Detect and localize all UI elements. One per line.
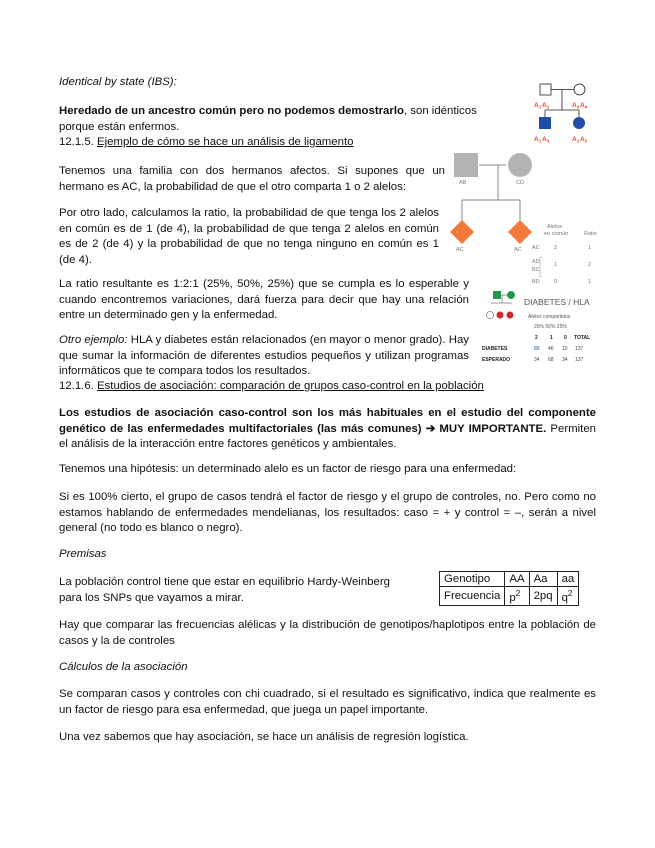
allele-subscript: 1	[538, 104, 542, 110]
section-12-1-5	[59, 135, 353, 151]
table-row	[440, 572, 579, 587]
hla-diabetes-figure	[478, 289, 610, 369]
svg-text:A1	[534, 136, 542, 144]
calculations-heading: Cálculos de la asociación	[59, 661, 188, 673]
paragraph-frequencies: Hay que comparar las frecuencias alélicas y la distribución de genotipos/haplotipos entre la población de casos y la de controles	[59, 619, 596, 647]
genotype-label: AC	[514, 247, 522, 253]
paragraph-logistic: Una vez sabemos que hay asociación, se hace un análisis de regresión logística.	[59, 731, 469, 743]
allele-subscript: 3	[546, 138, 550, 144]
allele-subscript: 2	[584, 138, 588, 144]
arrow-icon: ➔	[425, 422, 436, 435]
section-number: 12.1.6.	[59, 380, 97, 392]
paragraph-chi-square: Se comparan casos y controles con chi cuadrado, si el resultado es significativo, indica que realmente es un factor de riesgo para esa enfermedad, que juega un papel importante.	[59, 688, 596, 716]
paragraph-family: Tenemos una familia con dos hermanos afectos. Si supones que un hermano es AC, la probabilidad de que el otro comparta 1 o 2 alelos:	[59, 165, 445, 193]
ibs-bold: Heredado de un ancestro común pero no podemos demostrarlo	[59, 105, 404, 117]
row-alleles: 2	[554, 245, 558, 251]
section-title: Ejemplo de cómo se hace un análisis de ligamento	[97, 136, 354, 148]
column-header: en común	[544, 231, 569, 237]
row-genotype: BC	[532, 267, 540, 273]
hla-value: 46	[548, 346, 554, 352]
table-cell: Frecuencia	[440, 587, 505, 606]
affected-child-icon	[497, 312, 504, 319]
svg-text:A3	[542, 136, 550, 144]
mother-circle-icon	[508, 153, 532, 177]
other-example-text: HLA y diabetes están relacionados (en mayor o menor grado). Hay que sumar la información de diferentes estudios pequeños y utilizan programas informáticos que te compara todos los resultados.	[59, 334, 470, 378]
mother-circle-icon	[507, 291, 515, 299]
ibs-rest-1: , son idénticos	[403, 105, 477, 117]
father-square-icon	[540, 84, 551, 95]
table-cell	[557, 587, 579, 606]
affected-child-icon	[507, 312, 514, 319]
allele-label: A	[572, 136, 577, 143]
hla-row-label: DIABETES	[482, 346, 508, 352]
section-12-1-6	[59, 379, 484, 395]
row-ratio: 1	[588, 245, 592, 251]
ibs-paragraph	[59, 104, 529, 135]
svg-text:A1	[572, 136, 580, 144]
table-cell: aa	[557, 572, 579, 587]
important-label: MUY IMPORTANTE.	[435, 422, 547, 435]
svg-text:A2	[542, 102, 550, 110]
q-exponent: 2	[567, 589, 573, 598]
row-genotype: BD	[532, 279, 540, 285]
section-title: Estudios de asociación: comparación de grupos caso-control en la población	[97, 380, 484, 392]
paragraph-hypothesis: Tenemos una hipótesis: un determinado alelo es un factor de riesgo para una enfermedad:	[59, 463, 517, 475]
allele-subscript: 1	[576, 138, 580, 144]
table-cell: AA	[505, 572, 529, 587]
affected-child-diamond-icon	[450, 220, 474, 244]
allele-label: A	[572, 102, 577, 109]
section-number: 12.1.5.	[59, 136, 97, 148]
allele-label: A	[580, 102, 585, 109]
hla-percent: 25% 50% 25%	[534, 324, 567, 330]
row-alleles: 1	[554, 262, 558, 268]
row-genotype: AC	[532, 245, 540, 251]
paragraph-100-percent: Si es 100% cierto, el grupo de casos tendrá el factor de riesgo y el grupo de controles, no. Pero como no estamos hablando de enfermedades mendelianas, los resultados: caso = + y control = –, serán a nivel general (no todo es blanco o negro).	[59, 491, 596, 535]
row-ratio: 1	[588, 279, 592, 285]
table-cell	[505, 587, 529, 606]
allele-label: A	[534, 102, 539, 109]
paragraph-control: La población control tiene que estar en equilibrio Hardy-Weinberg para los SNPs que vayamos a mirar.	[59, 576, 390, 604]
hla-value: 10	[562, 346, 568, 352]
allele-subscript: 3	[576, 104, 580, 110]
column-header: Ratio	[584, 231, 597, 237]
allele-label: A	[542, 136, 547, 143]
affected-daughter-icon	[573, 117, 585, 129]
hla-header: 0	[564, 335, 567, 341]
ibs-heading: Identical by state (IBS):	[59, 76, 177, 88]
column-header: Alelos	[547, 224, 562, 230]
linkage-pedigree-figure	[448, 150, 608, 292]
ibs-rest-2: porque están enfermos.	[59, 120, 180, 133]
child-circle-icon	[487, 312, 494, 319]
other-example-label: Otro ejemplo:	[59, 334, 128, 346]
hla-header: 1	[550, 335, 553, 341]
row-ratio: 2	[588, 262, 592, 268]
p-base: p	[509, 591, 516, 604]
hla-value: 34	[534, 357, 540, 363]
allele-label: A	[534, 136, 539, 143]
svg-text:A4	[580, 102, 588, 110]
allele-subscript: 4	[584, 104, 588, 110]
genotype-label: AB	[459, 180, 467, 186]
paragraph-ratio: Por otro lado, calculamos la ratio, la probabilidad de que tenga los 2 alelos en común es de 1 (de 4), la probabilidad de que tenga 2 alelos en común es de 2 (de 4) y la probabilidad de que no tenga ninguno en común es 1 (de 4).	[59, 207, 439, 266]
hla-value: 80	[534, 346, 540, 352]
paragraph-other-example	[59, 333, 469, 380]
hla-header: TOTAL	[574, 335, 591, 341]
hla-header: 2	[535, 335, 538, 341]
svg-text:A3	[572, 102, 580, 110]
paragraph-association	[59, 406, 596, 453]
allele-label: A	[580, 136, 585, 143]
father-square-icon	[454, 153, 478, 177]
paragraph-result: La ratio resultante es 1:2:1 (25%, 50%, 25%) que se cumpla es lo esperable y cuando encontremos variaciones, dará fuerza para decir que hay una relación entre un determinado gen y la enfermedad.	[59, 278, 469, 322]
svg-text:A2	[580, 136, 588, 144]
row-alleles: 0	[554, 279, 558, 285]
hla-title: DIABETES / HLA	[524, 297, 590, 307]
hardy-weinberg-table	[439, 571, 579, 606]
small-pedigree-figure	[528, 80, 608, 148]
table-cell: 2pq	[529, 587, 557, 606]
mother-circle-icon	[574, 84, 585, 95]
allele-label: A	[542, 102, 547, 109]
association-bold: Los estudios de asociación caso-control son los más habituales en el estudio del componente genético de las enfermedades multifactoriales (las más comunes)	[59, 407, 596, 435]
row-genotype: AD	[532, 259, 540, 265]
p-exponent: 2	[515, 589, 521, 598]
hla-subtitle: Alelos compartidos	[528, 314, 571, 320]
hla-value: 137	[575, 346, 584, 352]
premisas-heading: Premisas	[59, 548, 107, 560]
father-square-icon	[493, 291, 501, 299]
table-cell: Genotipo	[440, 572, 505, 587]
hla-value: 68	[548, 357, 554, 363]
hla-value: 34	[562, 357, 568, 363]
genotype-label: AC	[456, 247, 464, 253]
affected-son-icon	[539, 117, 551, 129]
association-rest: Permiten el análisis de la interacción entre factores genéticos y ambientales.	[59, 422, 596, 451]
allele-subscript: 2	[546, 104, 550, 110]
table-cell: Aa	[529, 572, 557, 587]
q-base: q	[561, 591, 568, 604]
table-row	[440, 587, 579, 606]
svg-text:A1	[534, 102, 542, 110]
hla-value: 137	[575, 357, 584, 363]
genotype-label: CD	[516, 180, 524, 186]
affected-child-diamond-icon	[508, 220, 532, 244]
hla-row-label: ESPERADO	[482, 357, 511, 363]
allele-subscript: 1	[538, 138, 542, 144]
